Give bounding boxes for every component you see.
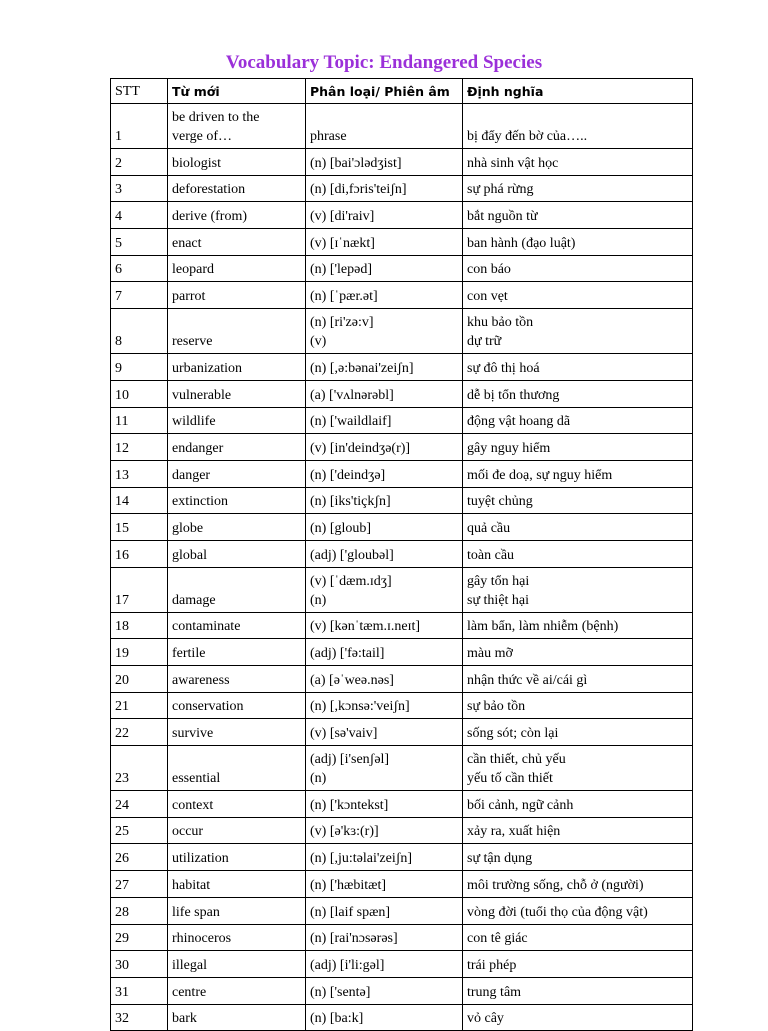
cell-word-text: biologist [172,155,222,171]
table-row [111,951,693,978]
cell-type-text: (n) [di,fɔris'teiʃn] [310,182,407,198]
cell-type-text: (v) [ˈdæm.ɪdʒ] (n) [310,573,392,608]
cell-stt-text: 14 [115,494,129,510]
cell-type-text: (n) [ba:k] [310,1011,364,1027]
cell-meaning-text: dễ bị tổn thương [467,387,560,403]
cell-stt-text: 6 [115,262,122,278]
cell-word [168,924,306,951]
cell-type [306,434,463,461]
cell-type-text: (v) [ə'kɜ:(r)] [310,824,379,840]
cell-meaning-text: gây tổn hại sự thiệt hại [467,573,530,608]
cell-type-text: (n) ['sentə] [310,984,371,1000]
cell-word-text: urbanization [172,360,242,376]
cell-stt [111,871,168,898]
cell-stt-text: 10 [115,387,129,403]
cell-type-text: (v) [di'raiv] [310,209,375,225]
cell-stt-text: 25 [115,824,129,840]
table-row [111,514,693,541]
cell-stt [111,282,168,309]
cell-stt [111,719,168,746]
cell-meaning-text: toàn cầu [467,547,515,563]
cell-type [306,540,463,567]
cell-stt-text: 23 [115,771,129,787]
cell-meaning [463,380,693,407]
cell-type [306,354,463,381]
cell-stt [111,612,168,639]
table-row [111,487,693,514]
cell-stt [111,924,168,951]
cell-word-text: damage [172,592,216,608]
cell-word [168,175,306,202]
table-row [111,202,693,229]
cell-word-text: global [172,547,207,563]
cell-type-text: (n) [bai'ɔlədʒist] [310,155,402,171]
header-type: Phân loại/ Phiên âm [306,79,463,104]
cell-meaning-text: vòng đời (tuổi thọ của động vật) [467,904,648,920]
cell-word [168,977,306,1004]
table-row [111,567,693,612]
cell-word [168,460,306,487]
cell-type [306,666,463,693]
cell-type-text: (n) [,ju:təlai'zeiʃn] [310,851,413,867]
cell-meaning-text: tuyệt chủng [467,494,533,510]
table-row [111,977,693,1004]
cell-meaning [463,844,693,871]
cell-meaning [463,666,693,693]
cell-type-text: (n) [gloub] [310,520,372,536]
table-row [111,746,693,791]
cell-stt-text: 31 [115,984,129,1000]
cell-meaning [463,175,693,202]
cell-stt-text: 32 [115,1011,129,1027]
cell-word [168,149,306,176]
cell-word [168,817,306,844]
table-row [111,407,693,434]
cell-type [306,202,463,229]
cell-word [168,282,306,309]
cell-type [306,380,463,407]
cell-meaning [463,282,693,309]
header-meaning: Định nghĩa [463,79,693,104]
cell-meaning-text: sống sót; còn lại [467,726,559,742]
cell-type [306,460,463,487]
cell-word [168,791,306,818]
cell-stt-text: 24 [115,797,129,813]
cell-stt [111,460,168,487]
cell-type [306,255,463,282]
cell-word-text: extinction [172,494,228,510]
cell-meaning [463,951,693,978]
cell-stt-text: 20 [115,672,129,688]
cell-meaning-text: con vẹt [467,289,508,305]
cell-word [168,407,306,434]
cell-meaning [463,487,693,514]
cell-stt-text: 15 [115,520,129,536]
table-row [111,104,693,149]
cell-word [168,540,306,567]
cell-word [168,380,306,407]
cell-stt [111,692,168,719]
cell-word [168,434,306,461]
table-row [111,897,693,924]
cell-type-text: (adj) ['fə:tail] [310,646,385,661]
table-row [111,1004,693,1031]
cell-meaning [463,255,693,282]
cell-stt [111,255,168,282]
cell-meaning [463,612,693,639]
cell-type-text: (n) ['kɔntekst] [310,797,389,813]
cell-stt-text: 16 [115,547,129,563]
cell-type [306,719,463,746]
cell-type [306,514,463,541]
cell-word-text: globe [172,520,204,536]
cell-meaning [463,977,693,1004]
cell-meaning-text: con báo [467,262,511,278]
table-row [111,354,693,381]
cell-word-text: essential [172,771,221,787]
cell-word [168,719,306,746]
cell-stt [111,309,168,354]
cell-word-text: endanger [172,440,224,456]
cell-type [306,844,463,871]
cell-stt [111,666,168,693]
cell-type-text: (n) [laif spæn] [310,904,391,920]
cell-word [168,746,306,791]
cell-stt [111,844,168,871]
cell-meaning [463,924,693,951]
cell-word-text: wildlife [172,414,216,430]
cell-meaning-text: bắt nguồn từ [467,209,538,225]
cell-stt-text: 29 [115,931,129,947]
cell-word [168,487,306,514]
cell-type [306,309,463,354]
cell-word-text: context [172,797,214,813]
cell-meaning-text: trung tâm [467,984,522,1000]
cell-type-text: phrase [310,129,347,144]
cell-type-text: (n) [iks'tiçkʃn] [310,494,391,510]
cell-meaning-text: quả cầu [467,520,511,536]
cell-type [306,791,463,818]
table-row [111,924,693,951]
table-row [111,540,693,567]
table-row [111,229,693,256]
cell-stt [111,567,168,612]
cell-word [168,692,306,719]
table-row [111,612,693,639]
cell-meaning [463,746,693,791]
cell-type [306,977,463,1004]
cell-meaning [463,514,693,541]
cell-stt-text: 4 [115,209,122,225]
cell-meaning [463,407,693,434]
cell-stt-text: 18 [115,619,129,635]
cell-meaning [463,104,693,149]
cell-meaning [463,791,693,818]
cell-word-text: deforestation [172,182,246,198]
cell-meaning [463,354,693,381]
cell-type [306,567,463,612]
cell-stt-text: 27 [115,877,129,893]
cell-word [168,229,306,256]
cell-stt-text: 8 [115,334,122,350]
cell-stt-text: 19 [115,646,129,661]
cell-word [168,871,306,898]
table-row [111,149,693,176]
page-title: Vocabulary Topic: Endangered Species [225,52,543,73]
cell-meaning [463,692,693,719]
cell-type [306,612,463,639]
cell-meaning [463,309,693,354]
table-row [111,282,693,309]
cell-word-text: utilization [172,851,229,867]
cell-meaning [463,567,693,612]
cell-meaning-text: động vật hoang dã [467,414,571,430]
cell-stt [111,175,168,202]
table-row [111,639,693,666]
cell-type [306,282,463,309]
cell-type-text: (adj) [i'senʃəl] (n) [310,752,390,787]
cell-word-text: occur [172,824,204,840]
cell-word [168,612,306,639]
cell-stt [111,951,168,978]
cell-meaning [463,460,693,487]
cell-stt [111,229,168,256]
cell-type-text: (n) ['hæbitæt] [310,877,387,893]
cell-word-text: leopard [172,262,214,278]
cell-type-text: (n) ['deindʒə] [310,467,386,483]
cell-word-text: be driven to the verge of… [172,110,260,144]
cell-stt-text: 9 [115,360,122,376]
cell-stt [111,434,168,461]
cell-type-text: (v) [ɪˈnækt] [310,235,375,251]
cell-meaning-text: ban hành (đạo luật) [467,235,576,251]
cell-stt [111,407,168,434]
cell-word [168,639,306,666]
cell-type [306,897,463,924]
cell-word [168,309,306,354]
cell-type [306,871,463,898]
cell-type-text: (n) [,kɔnsə:'veiʃn] [310,699,410,715]
table-header-row [111,79,693,104]
cell-meaning-text: mối đe doạ, sự nguy hiểm [467,467,613,483]
cell-type [306,746,463,791]
table-row [111,871,693,898]
cell-stt-text: 13 [115,467,129,483]
table-row [111,309,693,354]
cell-word-text: contaminate [172,619,241,635]
cell-word-text: centre [172,984,207,1000]
cell-word [168,1004,306,1031]
cell-type [306,104,463,149]
table-row [111,175,693,202]
header-word: Từ mới [168,79,306,104]
cell-meaning-text: nhà sinh vật học [467,155,559,171]
cell-type [306,229,463,256]
cell-word [168,354,306,381]
cell-meaning [463,202,693,229]
cell-meaning-text: môi trường sống, chỗ ở (người) [467,877,644,893]
cell-meaning-text: gây nguy hiểm [467,440,551,456]
cell-word-text: rhinoceros [172,931,232,947]
cell-type-text: (n) ['waildlaif] [310,414,392,430]
cell-type-text: (n) [ˈpær.ət] [310,289,378,305]
cell-type [306,639,463,666]
cell-meaning-text: con tê giác [467,931,528,947]
cell-meaning-text: sự bảo tồn [467,699,526,715]
cell-meaning-text: làm bẩn, làm nhiễm (bệnh) [467,619,619,635]
cell-meaning [463,1004,693,1031]
cell-type [306,407,463,434]
cell-stt [111,817,168,844]
cell-type [306,692,463,719]
cell-stt [111,487,168,514]
cell-meaning-text: màu mỡ [467,646,513,661]
cell-word-text: bark [172,1011,197,1027]
table-row [111,719,693,746]
cell-stt [111,380,168,407]
cell-stt [111,514,168,541]
table-row [111,817,693,844]
cell-type-text: (n) [rai'nɔsərəs] [310,931,398,947]
cell-word [168,104,306,149]
cell-type-text: (adj) ['gloubəl] [310,547,394,563]
cell-type-text: (n) [ri'zə:v] (v) [310,315,374,350]
cell-word [168,567,306,612]
cell-stt [111,746,168,791]
cell-meaning [463,897,693,924]
cell-meaning-text: sự đô thị hoá [467,360,540,376]
cell-type [306,924,463,951]
cell-stt [111,354,168,381]
cell-meaning [463,719,693,746]
cell-word-text: habitat [172,877,211,893]
cell-stt-text: 21 [115,699,129,715]
cell-word-text: enact [172,235,202,251]
table-row [111,791,693,818]
cell-word [168,844,306,871]
cell-type-text: (v) [kənˈtæm.ɪ.neɪt] [310,619,421,635]
cell-meaning-text: vỏ cây [467,1011,504,1027]
cell-stt-text: 17 [115,592,129,608]
cell-word-text: conservation [172,699,244,715]
cell-word [168,666,306,693]
cell-type [306,817,463,844]
cell-type-text: (a) ['vʌlnərəbl] [310,387,394,403]
cell-word [168,255,306,282]
cell-stt [111,1004,168,1031]
cell-meaning-text: xảy ra, xuất hiện [467,824,561,840]
cell-meaning [463,149,693,176]
cell-stt-text: 3 [115,182,122,198]
cell-meaning-text: sự tận dụng [467,851,533,867]
cell-meaning-text: bối cảnh, ngữ cảnh [467,797,574,813]
cell-word-text: parrot [172,289,206,305]
cell-meaning [463,434,693,461]
cell-type [306,1004,463,1031]
cell-word-text: awareness [172,672,230,688]
cell-stt [111,639,168,666]
cell-stt-text: 22 [115,726,129,742]
cell-stt-text: 28 [115,904,129,920]
table-row [111,380,693,407]
cell-type [306,951,463,978]
cell-meaning-text: khu bảo tồn dự trữ [467,315,534,350]
cell-meaning-text: trái phép [467,957,517,973]
cell-meaning-text: sự phá rừng [467,182,534,198]
cell-word [168,897,306,924]
vocabulary-table [110,78,693,1031]
cell-stt [111,897,168,924]
cell-stt-text: 1 [115,129,122,144]
cell-stt-text: 2 [115,155,122,171]
cell-stt-text: 12 [115,440,129,456]
table-row [111,666,693,693]
cell-type-text: (n) ['lepəd] [310,262,372,278]
table-row [111,692,693,719]
cell-meaning [463,229,693,256]
cell-meaning-text: cần thiết, chủ yếu yếu tố cần thiết [467,752,566,787]
cell-stt-text: 26 [115,851,129,867]
cell-stt [111,540,168,567]
cell-type-text: (n) [,ə:bənai'zeiʃn] [310,360,414,376]
cell-stt [111,104,168,149]
table-row [111,255,693,282]
cell-word [168,951,306,978]
table-body [111,104,693,1031]
cell-word-text: derive (from) [172,209,248,225]
cell-word-text: illegal [172,957,207,973]
cell-word-text: vulnerable [172,387,232,403]
cell-stt-text: 5 [115,235,122,251]
cell-word [168,514,306,541]
cell-stt [111,149,168,176]
cell-type-text: (a) [əˈweə.nəs] [310,672,394,688]
cell-meaning [463,817,693,844]
table-row [111,460,693,487]
cell-meaning [463,871,693,898]
cell-type-text: (v) [sə'vaiv] [310,726,378,742]
cell-stt-text: 11 [115,414,129,430]
cell-type [306,487,463,514]
cell-word-text: danger [172,467,211,483]
cell-type-text: (v) [in'deindʒə(r)] [310,440,411,456]
cell-meaning [463,540,693,567]
cell-word-text: fertile [172,646,206,661]
cell-stt [111,977,168,1004]
cell-type-text: (adj) [i'li:gəl] [310,957,385,973]
header-stt: STT [111,79,168,104]
table-row [111,844,693,871]
cell-word [168,202,306,229]
cell-word-text: life span [172,904,220,920]
cell-word-text: reserve [172,334,213,350]
cell-type [306,175,463,202]
cell-meaning-text: bị đẩy đến bờ của….. [467,129,588,144]
cell-stt [111,791,168,818]
cell-meaning [463,639,693,666]
table-row [111,434,693,461]
cell-meaning-text: nhận thức về ai/cái gì [467,672,588,688]
cell-stt-text: 30 [115,957,129,973]
cell-stt-text: 7 [115,289,122,305]
cell-type [306,149,463,176]
cell-word-text: survive [172,726,214,742]
cell-stt [111,202,168,229]
